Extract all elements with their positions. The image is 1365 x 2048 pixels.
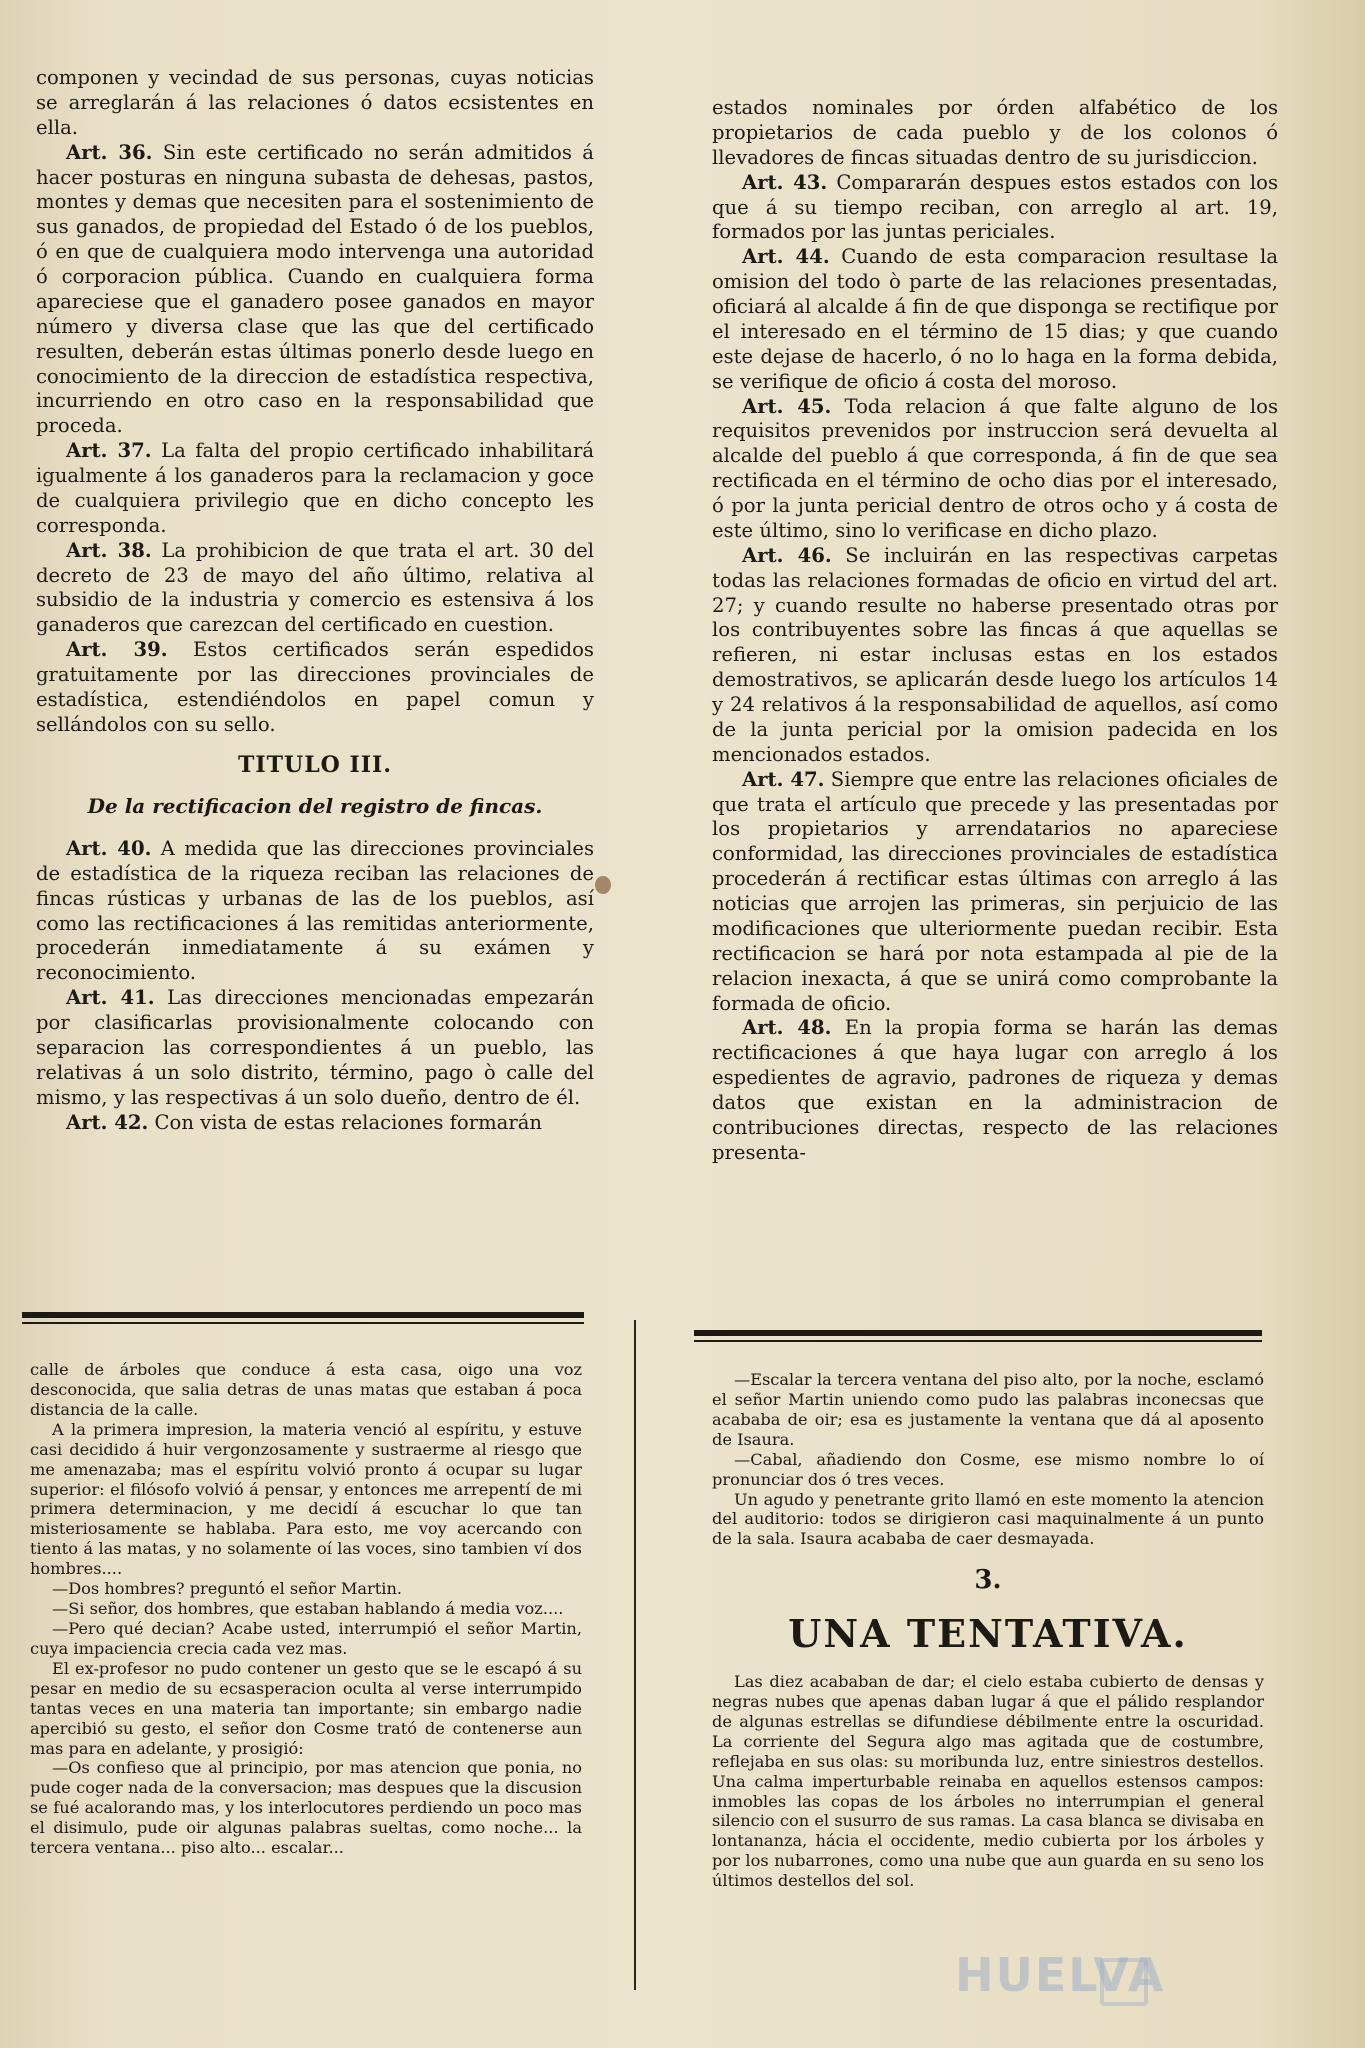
paragraph: —Escalar la tercera ventana del piso alto, por la noche, esclamó el señor Martin uniendo como pudo las palabras inconecsas que acababa de oir; esa es justamente la ventana que dá al aposento de Isaura. [712,1370,1264,1449]
folletin-right-column [712,1370,1264,1891]
article-text: Siempre que entre las relaciones oficiales de que trata el artículo que precede y las presentadas por los propietarios y arrendatarios no apareciese conformidad, las direcciones provinciales de estadística procederán á rectificar estas últimas con arreglo á las noticias que arrojen las primeras, sin perjuicio de las modificaciones que ulteriormente puedan recibir. Esta rectificacion se hará por nota estampada al pie de la relacion inexacta, á que se unirá como comprobante la formada de oficio. [712,767,1279,1015]
divider-thin [22,1322,584,1324]
article-40 [36,837,594,986]
article-text: Las direcciones mencionadas empezarán por clasificarlas provisionalmente colocando con separacion las correspondientes á un pueblo, las relativas á un solo distrito, término, pago ò calle del mismo, y las respectivas á un solo dueño, dentro de él. [36,986,594,1109]
column-divider [634,1320,636,1990]
article-text: Sin este certificado no serán admitidos á hacer posturas en ninguna subasta de dehesas, pastos, montes y demas que necesiten para el sostenimiento de sus ganados, de propiedad del Estado ó de los pueblos, ó en que de cualquiera modo intervenga una autoridad ó corporacion pública. Cuando en cualquiera forma apareciese que el ganadero posee ganados en mayor número y diversa clase que las que del certificado resulten, deberán estas últimas ponerlo desde luego en conocimiento de la direccion de estadística respectiva, incurriendo en otro caso en la responsabilidad que proceda. [36,140,594,438]
article-41 [36,986,594,1110]
paragraph: —Si señor, dos hombres, que estaban hablando á media voz.... [52,1599,564,1619]
article-text: Cuando de esta comparacion resultase la omision del todo ò parte de las relaciones presentadas, oficiará al alcalde á fin de que disponga se rectifique por el interesado en el término de 15 dias; y que cuando este dejase de hacerlo, ó no lo haga en la forma debida, se verifique de oficio á costa del moroso. [712,245,1279,393]
article-42 [36,1111,594,1136]
section-subtitle: De la rectificacion del registro de fincas. [87,793,543,818]
folletin-left-column [30,1360,582,1858]
article-36 [36,141,594,440]
divider-thin [694,1340,1262,1342]
chapter-title: UNA TENTATIVA. [788,1611,1188,1657]
article-48 [712,1016,1278,1165]
paragraph: A la primera impresion, la materia venció al espíritu, y estuve casi decidido á huir vergonzosamente y sustraerme al riesgo que me amenazaba; mas el espíritu volvió pronto á ocupar su lugar superior: el filósofo volvió á pensar, y entonces me arrepentí de mi primera determinacion, y me decidí á escuchar lo que tan misteriosamente se hablaba. Para esto, me voy acercando con tiento á las matas, y no solamente oí las voces, sino tambien ví dos hombres.... [30,1419,582,1579]
paragraph: —Dos hombres? preguntó el señor Martin. [52,1579,403,1599]
article-46 [712,544,1278,768]
left-column [36,66,594,1135]
article-label: Art. 40. [66,836,152,860]
article-38 [36,539,594,639]
article-text: En la propia forma se harán las demas rectificaciones á que haya lugar con arreglo á los espedientes de agravio, padrones de riqueza y demas datos que existan en la administracion de contribuciones directas, respecto de las relaciones presenta- [712,1016,1278,1164]
divider-rule-right [694,1330,1262,1344]
archive-watermark: HUELVA [955,1948,1166,2002]
article-text: A medida que las direcciones provinciales de estadística de la riqueza reciban las relaciones de fincas rústicas y urbanas de las de los pueblos, así como las rectificaciones á las remitidas anteriormente, procederán inmediatamente á su exámen y reconocimiento. [36,836,595,985]
article-47 [712,768,1278,1017]
chapter-number: 3. [974,1565,1002,1596]
article-text: Compararán despues estos estados con los que á su tiempo reciban, con arreglo al art. 19, formados por las juntas periciales. [712,170,1279,244]
article-text: La falta del propio certificado inhabilitará igualmente á los ganaderos para la reclamacion y goce de cualquiera privilegio que en dicho concepto les corresponda. [36,439,594,537]
article-45 [712,395,1278,544]
paragraph: componen y vecindad de sus personas, cuyas noticias se arreglarán á las relaciones ó datos ecsistentes en ella. [36,66,594,139]
article-text: Estos certificados serán espedidos gratuitamente por las direcciones provinciales de estadística, estendiéndolos en papel comun y sellándolos con su sello. [36,638,594,736]
article-text: Con vista de estas relaciones formarán [154,1110,543,1134]
article-text: Toda relacion á que falte alguno de los requisitos prevenidos por instruccion será devuelta al alcalde del pueblo á que corresponda, á fin de que sea rectificada en el término de ocho dias por el interesado, ó por la junta pericial dentro de otros ocho y á costa de este último, sino lo verificase en dicho plazo. [712,394,1279,542]
article-text: La prohibicion de que trata el art. 30 del decreto de 23 de mayo del año último, relativa al subsidio de la industria y comercio es estensiva á los ganaderos que carezcan del certificado en cuestion. [36,538,595,637]
paragraph: El ex-profesor no pudo contener un gesto que se le escapó á su pesar en medio de su ecsasperacion oculta al verse interrumpido tantas veces en una materia tan importante; sin embargo nadie apercibió su gesto, el señor don Cosme trató de contenerse aun mas para en adelante, y prosigió: [30,1658,582,1758]
article-39 [36,638,594,738]
right-column [712,96,1278,1166]
article-label: Art. 47. [742,767,825,791]
article-label: Art. 44. [742,245,830,269]
paragraph: calle de árboles que conduce á esta casa, oigo una voz desconocida, que salia detras de unas matas que estaban á poca distancia de la calle. [30,1360,582,1419]
article-44 [712,245,1278,394]
paragraph: Las diez acababan de dar; el cielo estaba cubierto de densas y negras nubes que apenas daban lugar á que el pálido resplandor de algunas estrellas se difundiese débilmente entre la oscuridad. La corriente del Segura algo mas agitada que de costumbre, reflejaba en sus olas: su moribunda luz, entre siniestros destellos. Una calma imperturbable reinaba en aquellos estensos campos: inmobles las copas de los árboles no interrumpian el general silencio con el susurro de sus ramas. La casa blanca se divisaba en lontananza, hácia el occidente, medio cubierta por los árboles y por los nubarrones, como una nube que aun guarda en su seno los últimos destellos del sol. [712,1672,1264,1891]
paragraph: —Os confieso que al principio, por mas atencion que ponia, no pude coger nada de la conversacion; mas despues que la discusion se fué acalorando mas, y los interlocutores perdiendo un poco mas el disimulo, pude oir algunas palabras sueltas, como noche... la tercera ventana... piso alto... escalar... [30,1758,582,1858]
article-label: Art. 48. [742,1016,832,1040]
article-label: Art. 42. [66,1110,149,1134]
article-37 [36,439,594,539]
article-label: Art. 37. [66,439,152,463]
paragraph: —Cabal, añadiendo don Cosme, ese mismo nombre lo oí pronunciar dos ó tres veces. [712,1449,1264,1489]
article-label: Art. 38. [66,538,152,562]
article-label: Art. 43. [742,170,828,194]
divider-thick [694,1330,1262,1336]
article-label: Art. 41. [66,986,155,1010]
article-label: Art. 36. [66,140,153,164]
article-label: Art. 39. [66,638,168,662]
paragraph: estados nominales por órden alfabético de los propietarios de cada pueblo y de los colonos ó llevadores de fincas situadas dentro de su jurisdiccion. [712,96,1278,169]
article-label: Art. 46. [742,543,832,567]
section-title: TITULO III. [237,751,393,778]
divider-thick [22,1312,584,1318]
paragraph: Un agudo y penetrante grito llamó en este momento la atencion del auditorio: todos se dirigieron casi maquinalmente á un punto de la sala. Isaura acababa de caer desmayada. [712,1489,1264,1549]
article-label: Art. 45. [742,394,832,418]
article-43 [712,171,1278,246]
ink-stain [595,876,611,894]
paragraph: —Pero qué decian? Acabe usted, interrumpió el señor Martin, cuya impaciencia crecia cada vez mas. [30,1618,582,1658]
article-text: Se incluirán en las respectivas carpetas todas las relaciones formadas de oficio en virtud del art. 27; y cuando resulte no haberse presentado otras por los contribuyentes sobre las fincas á que aquellas se refieren, ni estar inclusas estas en los estados demostrativos, se aplicarán desde luego los artículos 14 y 24 relativos á la responsabilidad de aquellos, así como de la junta pericial por la omision padecida en los mencionados estados. [712,543,1278,766]
divider-rule-left [22,1312,584,1326]
